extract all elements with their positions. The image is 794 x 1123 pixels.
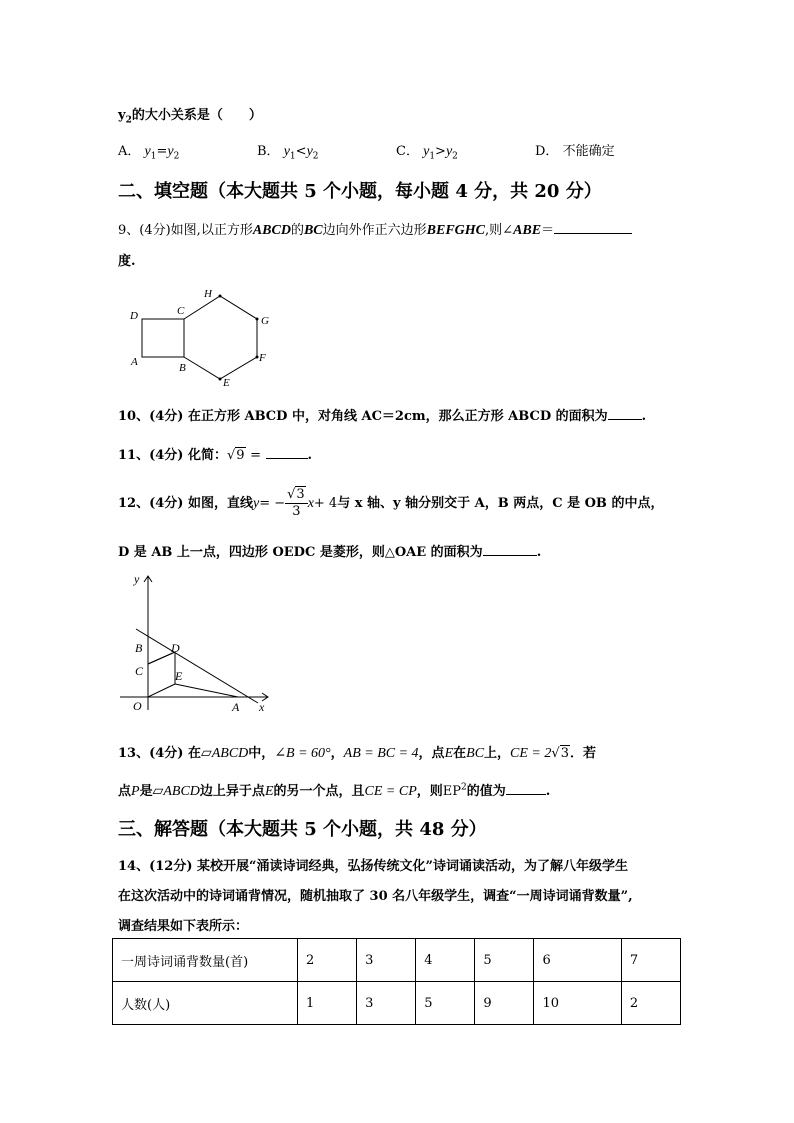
option-label: A． [118, 144, 141, 159]
section-2-heading: 二、填空题（本大题共 5 个小题，每小题 4 分，共 20 分） [118, 181, 602, 202]
label-c: C [177, 305, 185, 317]
q9-math: BC [303, 223, 323, 238]
q9-text: 9、(4分)如图,以正方形 [118, 223, 253, 238]
q8-option-a[interactable] [118, 140, 179, 162]
q13-root: 3 [560, 746, 569, 761]
option-sub: 1 [289, 151, 296, 162]
label-a: A [131, 356, 138, 368]
q9-math: ABE [513, 223, 542, 238]
option-math: y [283, 144, 290, 159]
option-sub: 2 [173, 151, 180, 162]
q12-text: D 是 AB 上一点，四边形 OEDC 是菱形，则△OAE 的面积为 [118, 545, 483, 560]
hexagon-befghc [184, 296, 257, 379]
q11: 11、(4分) 化简：√9 = . [118, 448, 313, 463]
label-e: E [223, 377, 230, 389]
q9-line-2: 度. [118, 254, 136, 269]
label-b: B [135, 641, 143, 655]
section-3-heading: 三、解答题（本大题共 5 个小题，共 48 分） [118, 819, 487, 840]
q13-sup: 2 [461, 782, 467, 793]
q12-den: 3 [292, 504, 301, 519]
table-header-cell: 一周诗词诵背数量(首) [113, 939, 298, 982]
option-math: y [423, 144, 430, 159]
square-abcd [142, 319, 184, 357]
q8-option-b[interactable] [257, 140, 319, 162]
option-label: C． [396, 144, 419, 159]
q9-text: 的 [290, 223, 304, 238]
option-math: y [144, 144, 151, 159]
option-label: D． [535, 144, 559, 159]
q13-math: E [264, 784, 274, 799]
q11-eq: = [250, 448, 261, 463]
q9-math: ABCD [252, 223, 291, 238]
table-cell: 3 [357, 982, 416, 1025]
q8-option-c[interactable] [396, 140, 458, 162]
q13-end: . [545, 784, 551, 799]
q14-line-2: 在这次活动中的诗词诵背情况，随机抽取了 30 名八年级学生，调查“一周诗词诵背数量”, [118, 889, 633, 904]
table-row [113, 939, 681, 982]
option-math: y [167, 144, 174, 159]
survey-table [112, 938, 681, 1025]
table-cell: 1 [298, 982, 357, 1025]
option-sub: 2 [312, 151, 319, 162]
table-row [113, 982, 681, 1025]
q13-math: ▱ABCD [200, 746, 249, 761]
q13-text: 上， [484, 746, 511, 761]
segment-ea [175, 684, 238, 697]
q10-end: . [641, 409, 647, 424]
q11-end: . [307, 448, 313, 463]
q10 [118, 405, 646, 424]
q13-text: 13、(4分) 在 [118, 746, 201, 761]
label-x: x [259, 700, 265, 714]
q9-line-1 [118, 219, 632, 239]
label-f: F [259, 352, 266, 364]
q13-text: 的另一个点，且 [273, 784, 365, 799]
q13-math: CE = CP [364, 784, 417, 799]
rhombus-oedc [148, 652, 175, 697]
q9-text: ,则∠ [485, 223, 514, 238]
rhombus-coordinate-figure [118, 568, 278, 718]
option-text: 不能确定 [562, 144, 615, 159]
table-header-cell: 人数(人) [113, 982, 298, 1025]
q8-option-d[interactable] [535, 140, 615, 159]
option-label: B． [257, 144, 280, 159]
table-cell: 4 [416, 939, 475, 982]
table-cell: 10 [534, 982, 621, 1025]
q13-text: 点 [118, 784, 132, 799]
q13-math: EP [442, 784, 462, 799]
q13-text: ．若 [569, 746, 596, 761]
q11-radicand: 9 [236, 448, 245, 463]
table-cell: 2 [621, 982, 680, 1025]
option-sub: 1 [429, 151, 436, 162]
vertex-h [219, 295, 222, 298]
q13-math: CE = 2 [510, 746, 552, 761]
label-g: G [261, 315, 269, 327]
option-rel: < [295, 144, 307, 159]
q10-text: 10、(4分) 在正方形 ABCD 中，对角线 AC＝2cm，那么正方形 ABCD 的面积为 [118, 409, 608, 424]
table-cell: 5 [416, 982, 475, 1025]
q11-answer-blank[interactable] [266, 446, 308, 459]
q9-answer-blank[interactable] [554, 221, 632, 234]
q12-fraction: $\frac{√3}{3}$ [285, 487, 308, 520]
q13-math: P [131, 784, 140, 799]
label-e: E [175, 669, 183, 683]
q14-line-1: 14、(12分) 某校开展“涌读诗词经典，弘扬传统文化”诗词诵读活动，为了解八年级学生 [118, 859, 628, 874]
vertex-g [256, 318, 259, 321]
q13-math: BC [466, 746, 485, 761]
label-y: y [134, 572, 140, 586]
option-sub: 2 [452, 151, 458, 162]
vertex-e [219, 378, 222, 381]
q8-stem-sub: 2 [125, 115, 132, 126]
table-cell: 2 [298, 939, 357, 982]
q10-answer-blank[interactable] [608, 407, 642, 420]
q12-line-1 [118, 484, 663, 524]
q12-math: x [307, 496, 314, 511]
table-cell: 9 [475, 982, 534, 1025]
q9-math: BEFGHC [426, 223, 486, 238]
option-math: y [306, 144, 313, 159]
label-a: A [232, 700, 240, 714]
label-c: C [135, 664, 144, 678]
q13-math: AB = BC = 4 [343, 746, 419, 761]
table-cell: 7 [621, 939, 680, 982]
q13-text: ， [330, 746, 344, 761]
q9-text: ＝ [541, 223, 555, 238]
table-cell: 5 [475, 939, 534, 982]
q12-text: 12、(4分) 如图，直线 [118, 496, 253, 511]
label-o: O [133, 699, 142, 713]
q12-math: + 4 [313, 496, 338, 511]
q12-end: . [536, 545, 542, 560]
table-cell: 3 [357, 939, 416, 982]
q12-math: y [252, 496, 260, 511]
q14-line-3: 调查结果如下表所示： [118, 919, 249, 934]
option-rel: = [156, 144, 168, 159]
q13-text: ，点 [418, 746, 445, 761]
label-b: B [179, 362, 186, 374]
square-hexagon-figure [125, 285, 275, 390]
table-cell: 6 [534, 939, 621, 982]
q13-text: 是 [139, 784, 153, 799]
label-h: H [204, 288, 212, 300]
q12-math: = − [259, 496, 286, 511]
option-sub: 1 [150, 151, 157, 162]
option-math: y [445, 144, 453, 159]
q11-text: 11、(4分) 化简： [118, 448, 227, 463]
q13-text: 的值为 [466, 784, 506, 799]
q12-line-2 [118, 541, 541, 560]
q13-math: ∠B = 60° [274, 746, 331, 761]
q13-line-1: 13、(4分) 在▱ABCD中，∠B = 60°，AB = BC = 4，点E在BC上，CE = 2√3．若 [118, 746, 596, 761]
q13-math: ▱ABCD [152, 784, 200, 799]
label-d: D [171, 641, 180, 655]
option-rel: > [435, 144, 446, 159]
q12-num: 3 [296, 487, 305, 502]
q13-answer-blank[interactable] [506, 782, 546, 795]
q13-text: 在 [453, 746, 467, 761]
q8-stem [118, 104, 262, 126]
q13-text: 边上异于点 [199, 784, 265, 799]
line-ab [136, 629, 258, 703]
q13-line-2 [118, 780, 550, 800]
q13-text: 中， [248, 746, 275, 761]
label-d: D [130, 310, 138, 322]
q13-text: ，则 [416, 784, 443, 799]
q9-text: 边向外作正六边形 [322, 223, 427, 238]
q13-math: E [444, 746, 454, 761]
q8-stem-var: y [118, 108, 126, 123]
q12-answer-blank[interactable] [483, 543, 537, 556]
q8-stem-text: 的大小关系是（ ） [131, 108, 262, 123]
q12-text: 与 x 轴、y 轴分别交于 A，B 两点，C 是 OB 的中点， [337, 496, 664, 511]
